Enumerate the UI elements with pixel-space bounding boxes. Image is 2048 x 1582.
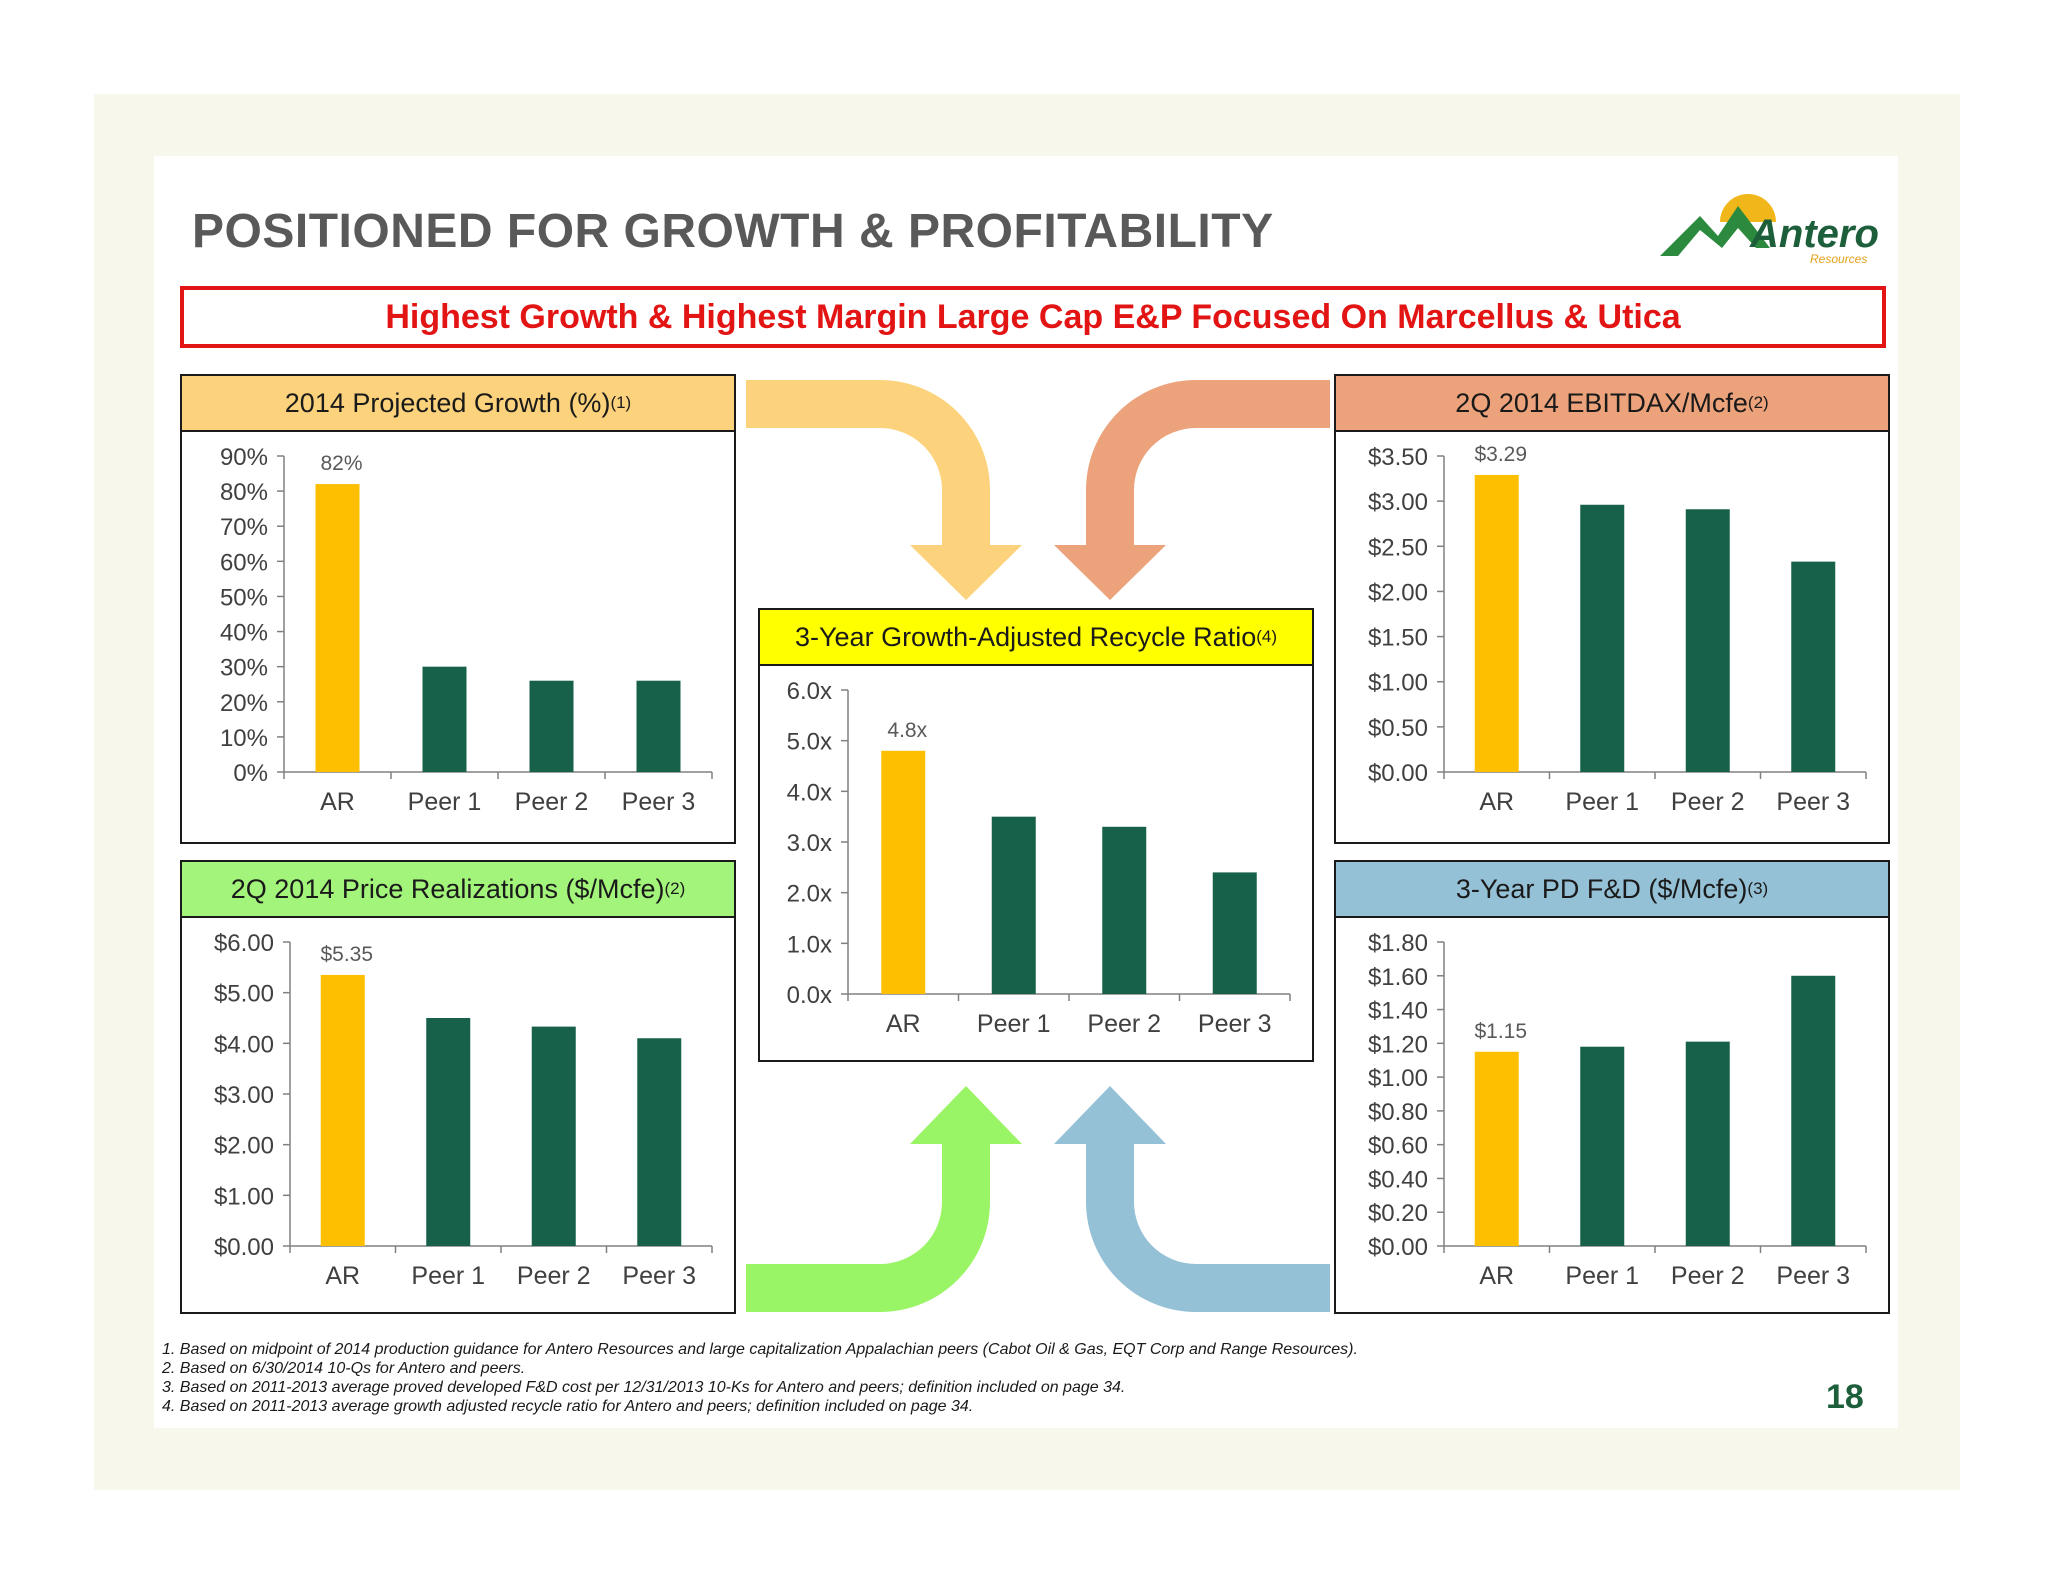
y-tick-label: 50%: [219, 584, 268, 612]
y-tick-label: $1.80: [1367, 930, 1428, 957]
footnote-2: 2. Based on 6/30/2014 10-Qs for Antero and peers.: [162, 1360, 526, 1377]
bar-ar: [881, 751, 925, 994]
recycle-chart: [760, 666, 1312, 1060]
recycle-panel-title: 3-Year Growth-Adjusted Recycle Ratio: [795, 621, 1257, 652]
data-label: $1.15: [1474, 1019, 1528, 1043]
y-tick-label: $6.00: [213, 930, 274, 957]
bar-peer-1: [426, 1018, 470, 1246]
price-panel-note: (2): [664, 879, 686, 898]
y-tick-label: $5.00: [213, 980, 274, 1008]
x-tick-label: Peer 1: [411, 1262, 486, 1290]
x-tick-label: Peer 3: [1776, 1262, 1851, 1290]
y-tick-label: 70%: [219, 514, 268, 542]
bar-peer-3: [637, 681, 681, 772]
y-tick-label: 40%: [219, 619, 268, 647]
y-tick-label: $1.00: [1367, 1065, 1428, 1093]
bar-peer-3: [1791, 562, 1835, 772]
footnote-3: 3. Based on 2011-2013 average proved developed F&D cost per 12/31/2013 10-Ks for Antero and peers; definition included on page 34.: [162, 1379, 1126, 1396]
y-tick-label: $2.00: [1367, 579, 1428, 607]
y-tick-label: $2.50: [1367, 534, 1428, 562]
slide-title: POSITIONED FOR GROWTH & PROFITABILITY: [192, 205, 1274, 258]
y-tick-label: 6.0x: [786, 678, 832, 705]
y-tick-label: 0%: [233, 760, 268, 787]
y-tick-label: $1.60: [1367, 963, 1428, 991]
y-tick-label: $3.50: [1367, 444, 1428, 471]
x-tick-label: Peer 1: [1565, 788, 1640, 816]
ebitdax-chart: [1336, 432, 1888, 842]
y-tick-label: 4.0x: [786, 779, 832, 807]
x-tick-label: Peer 3: [622, 1262, 697, 1290]
data-label: $5.35: [320, 942, 374, 966]
bar-peer-3: [637, 1038, 681, 1246]
y-tick-label: $2.00: [213, 1132, 274, 1160]
ebitdax-panel-title: 2Q 2014 EBITDAX/Mcfe: [1455, 387, 1748, 418]
y-tick-label: 5.0x: [786, 728, 832, 756]
growth-panel-title: 2014 Projected Growth (%): [284, 387, 611, 418]
y-tick-label: $3.00: [213, 1082, 274, 1109]
x-tick-label: Peer 3: [1776, 788, 1851, 816]
x-tick-label: AR: [1479, 788, 1515, 816]
price-panel: [180, 860, 736, 1314]
fd-panel-title: 3-Year PD F&D ($/Mcfe): [1455, 873, 1748, 904]
x-tick-label: Peer 2: [514, 788, 589, 816]
arrow-from-ebitdax: [1054, 380, 1330, 600]
y-tick-label: $0.40: [1367, 1166, 1428, 1194]
y-tick-label: $1.50: [1367, 624, 1428, 652]
x-tick-label: Peer 1: [976, 1010, 1051, 1038]
y-tick-label: 10%: [219, 724, 268, 752]
recycle-panel-header: [760, 610, 1312, 666]
ebitdax-panel-header: [1336, 376, 1888, 432]
y-tick-label: $3.00: [1367, 489, 1428, 517]
x-tick-label: Peer 2: [516, 1262, 591, 1290]
arrow-from-fd: [1054, 1086, 1330, 1312]
y-tick-label: $4.00: [213, 1031, 274, 1059]
x-tick-label: AR: [1479, 1262, 1515, 1290]
page-number: 18: [1826, 1378, 1864, 1416]
growth-chart: [182, 432, 734, 842]
footnotes: [162, 1340, 1358, 1416]
y-tick-label: 60%: [219, 549, 268, 577]
growth-panel: [180, 374, 736, 844]
fd-panel-note: (3): [1747, 879, 1769, 898]
growth-panel-note: (1): [610, 393, 632, 412]
y-tick-label: $0.80: [1367, 1098, 1428, 1126]
ebitdax-panel-note: (2): [1747, 393, 1769, 412]
bar-ar: [316, 484, 360, 772]
x-tick-label: Peer 3: [1197, 1010, 1272, 1038]
x-tick-label: Peer 2: [1670, 788, 1745, 816]
bar-ar: [321, 975, 365, 1246]
y-tick-label: 0.0x: [786, 982, 832, 1009]
bar-peer-3: [1791, 976, 1835, 1246]
x-tick-label: AR: [885, 1010, 921, 1038]
y-tick-label: $0.60: [1367, 1132, 1428, 1160]
x-tick-label: AR: [325, 1262, 361, 1290]
y-tick-label: $1.00: [213, 1183, 274, 1211]
arrow-from-growth: [746, 380, 1022, 600]
x-tick-label: Peer 1: [1565, 1262, 1640, 1290]
bar-peer-1: [423, 667, 467, 772]
logo-subtext: Resources: [1810, 252, 1868, 266]
bar-peer-2: [1686, 1042, 1730, 1246]
y-tick-label: $0.00: [213, 1234, 274, 1261]
data-label: $3.29: [1474, 442, 1528, 466]
y-tick-label: 80%: [219, 479, 268, 507]
price-chart: [182, 918, 734, 1312]
logo-text: Antero: [1750, 212, 1879, 256]
data-label: 4.8x: [887, 718, 928, 742]
bar-peer-2: [1686, 509, 1730, 772]
x-tick-label: Peer 2: [1087, 1010, 1162, 1038]
price-panel-title: 2Q 2014 Price Realizations ($/Mcfe): [230, 873, 665, 904]
footnote-4: 4. Based on 2011-2013 average growth adjusted recycle ratio for Antero and peers; definition included on page 34.: [162, 1398, 974, 1415]
x-tick-label: AR: [320, 788, 355, 816]
y-tick-label: 1.0x: [786, 931, 832, 959]
bar-peer-1: [1580, 505, 1624, 772]
price-panel-header: [182, 862, 734, 918]
data-label: 82%: [320, 452, 363, 476]
y-tick-label: 20%: [219, 689, 268, 717]
ebitdax-panel: [1334, 374, 1890, 844]
arrow-from-price: [746, 1086, 1022, 1312]
bar-peer-1: [1580, 1047, 1624, 1246]
recycle-panel-note: (4): [1256, 627, 1277, 646]
y-tick-label: $0.50: [1367, 714, 1428, 742]
bar-peer-3: [1213, 872, 1257, 994]
y-tick-label: $0.00: [1367, 1234, 1428, 1261]
recycle-panel: [758, 608, 1314, 1062]
x-tick-label: Peer 2: [1670, 1262, 1745, 1290]
fd-chart: [1336, 918, 1888, 1312]
bar-peer-2: [532, 1027, 576, 1246]
bar-ar: [1475, 475, 1519, 772]
y-tick-label: $1.00: [1367, 669, 1428, 697]
y-tick-label: $1.40: [1367, 997, 1428, 1025]
y-tick-label: 3.0x: [786, 830, 832, 857]
bar-ar: [1475, 1052, 1519, 1246]
y-tick-label: 2.0x: [786, 880, 832, 908]
headline-text: Highest Growth & Highest Margin Large Cap E&P Focused On Marcellus & Utica: [385, 297, 1681, 336]
bar-peer-1: [992, 817, 1036, 994]
y-tick-label: 90%: [219, 444, 268, 471]
x-tick-label: Peer 1: [407, 788, 482, 816]
y-tick-label: 30%: [219, 654, 268, 682]
footnote-1: 1. Based on midpoint of 2014 production guidance for Antero Resources and large capitalization Appalachian peers (Cabot Oil & Gas, EQT Corp and Range Resources).: [162, 1341, 1358, 1358]
growth-panel-header: [182, 376, 734, 432]
bar-peer-2: [530, 681, 574, 772]
fd-panel-header: [1336, 862, 1888, 918]
y-tick-label: $1.20: [1367, 1031, 1428, 1059]
bar-peer-2: [1102, 827, 1146, 994]
y-tick-label: $0.20: [1367, 1200, 1428, 1228]
fd-panel: [1334, 860, 1890, 1314]
x-tick-label: Peer 3: [621, 788, 696, 816]
y-tick-label: $0.00: [1367, 760, 1428, 787]
